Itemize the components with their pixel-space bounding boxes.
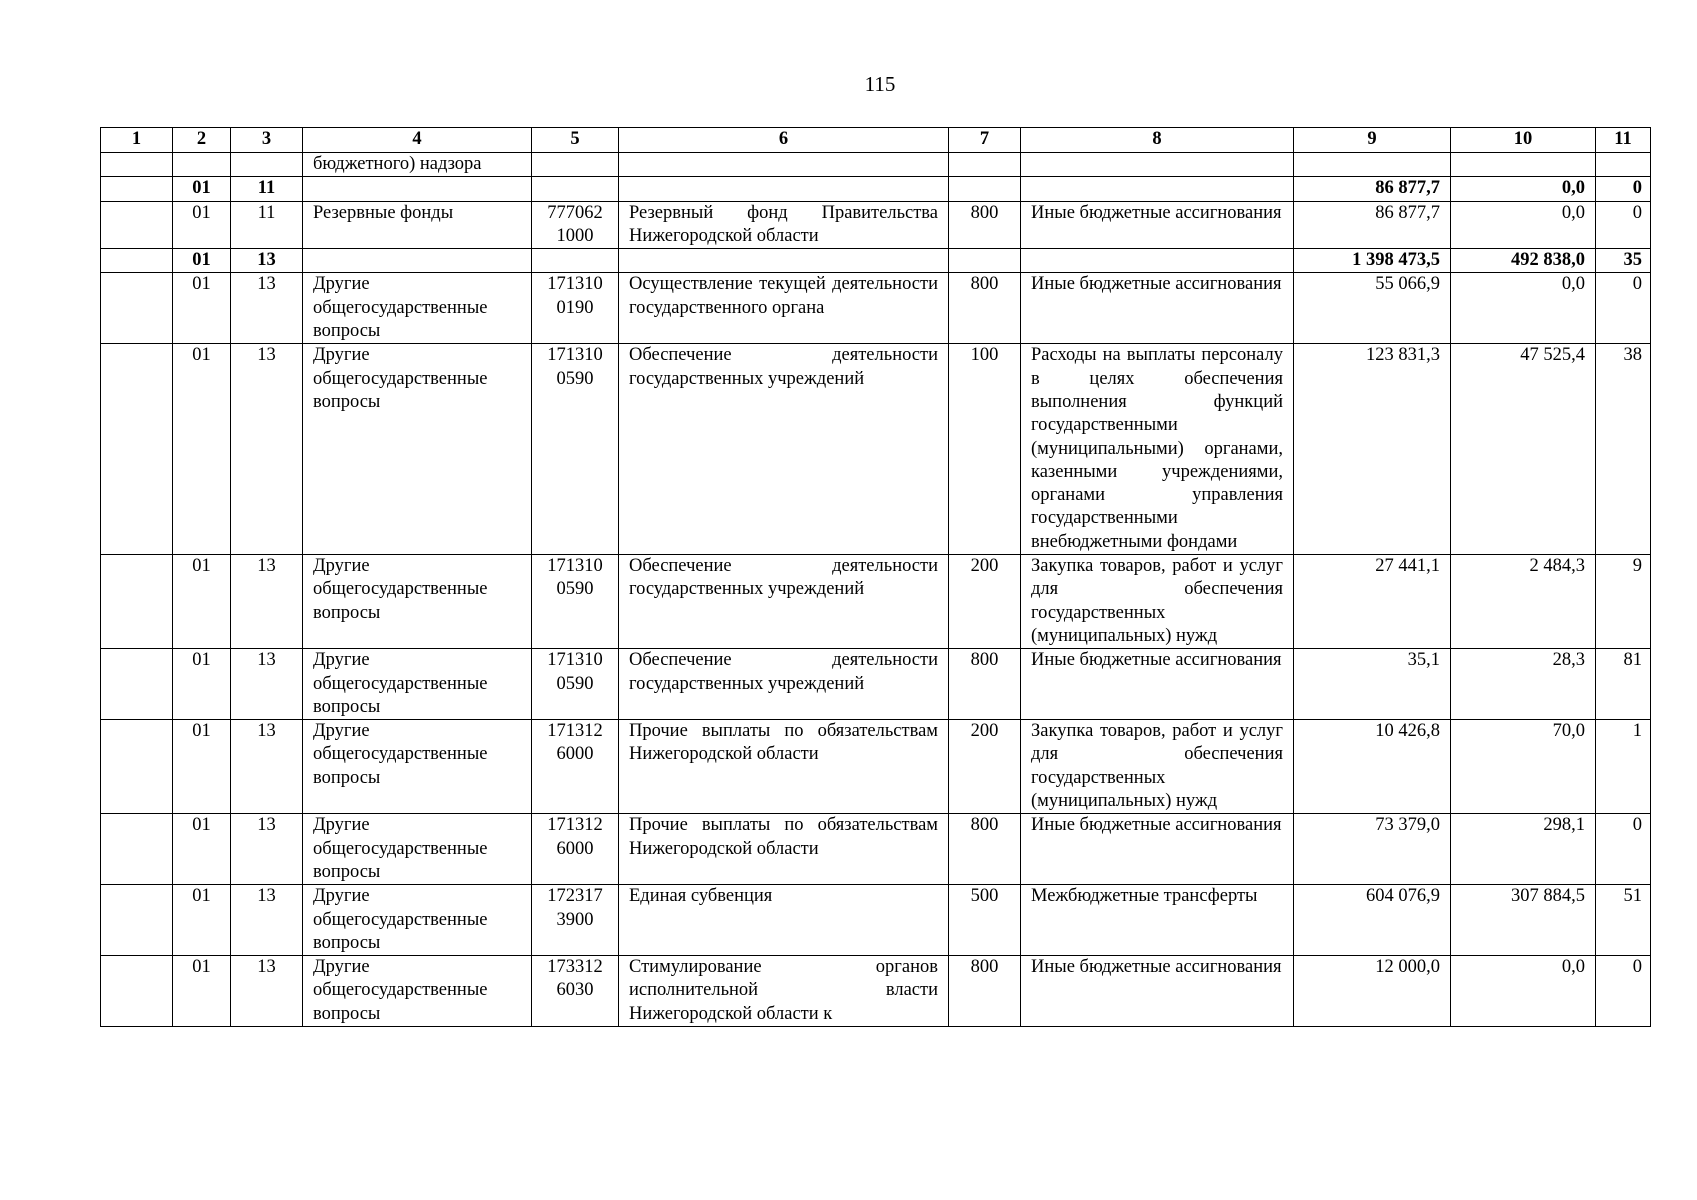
subsection-code-cell: 13 [231, 814, 303, 885]
planned-amount-cell: 1 398 473,5 [1294, 249, 1451, 273]
column-header-10: 10 [1451, 128, 1596, 153]
cell-col-6 [619, 153, 949, 177]
target-article-name-cell: Стимулирование органов исполнительной власти Нижегородской области к [619, 956, 949, 1027]
table-row [101, 720, 1651, 814]
expense-type-name-cell: Иные бюджетные ассигнования [1021, 201, 1294, 249]
section-code-cell: 01 [173, 555, 231, 649]
expense-type-code-cell: 800 [949, 649, 1021, 720]
column-header-8: 8 [1021, 128, 1294, 153]
target-article-name-cell: Обеспечение деятельности государственных учреждений [619, 649, 949, 720]
subsection-name-cell: Другие общегосударственные вопросы [303, 649, 532, 720]
cell-col-1 [101, 153, 173, 177]
subsection-name-cell [303, 177, 532, 201]
execution-percent-cell: 0 [1596, 956, 1651, 1027]
expense-type-code-cell: 100 [949, 344, 1021, 555]
subsection-code-cell: 13 [231, 555, 303, 649]
section-code-cell: 01 [173, 273, 231, 344]
section-code-cell: 01 [173, 720, 231, 814]
row-number-cell [101, 273, 173, 344]
target-article-cell: 172317 3900 [532, 885, 619, 956]
execution-percent-cell: 38 [1596, 344, 1651, 555]
cell-col-7 [949, 153, 1021, 177]
target-article-name-cell: Обеспечение деятельности государственных учреждений [619, 344, 949, 555]
target-article-name-cell: Осуществление текущей деятельности государственного органа [619, 273, 949, 344]
continuation-row [101, 153, 1651, 177]
executed-amount-cell: 28,3 [1451, 649, 1596, 720]
expense-type-code-cell [949, 249, 1021, 273]
planned-amount-cell: 35,1 [1294, 649, 1451, 720]
execution-percent-cell: 51 [1596, 885, 1651, 956]
section-code-cell: 01 [173, 249, 231, 273]
target-article-name-cell [619, 177, 949, 201]
execution-percent-cell: 0 [1596, 273, 1651, 344]
target-article-cell: 171310 0590 [532, 344, 619, 555]
table-row [101, 555, 1651, 649]
expense-type-name-cell: Закупка товаров, работ и услуг для обеспечения государственных (муниципальных) нужд [1021, 720, 1294, 814]
target-article-cell: 171312 6000 [532, 814, 619, 885]
expense-type-code-cell: 500 [949, 885, 1021, 956]
expense-type-code-cell: 800 [949, 201, 1021, 249]
section-code-cell: 01 [173, 885, 231, 956]
subsection-code-cell: 13 [231, 249, 303, 273]
cell-col-3 [231, 153, 303, 177]
table-row [101, 814, 1651, 885]
row-number-cell [101, 720, 173, 814]
section-code-cell: 01 [173, 649, 231, 720]
row-number-cell [101, 555, 173, 649]
subsection-name-cell: Другие общегосударственные вопросы [303, 344, 532, 555]
target-article-name-cell: Резервный фонд Правительства Нижегородской области [619, 201, 949, 249]
subsection-name-cell: Другие общегосударственные вопросы [303, 555, 532, 649]
executed-amount-cell: 0,0 [1451, 273, 1596, 344]
subsection-name-cell: Другие общегосударственные вопросы [303, 720, 532, 814]
expense-type-name-cell: Расходы на выплаты персоналу в целях обеспечения выполнения функций государственными (муниципальными) органами, казенными учреждениями, органами управления государственными внебюджетными фондами [1021, 344, 1294, 555]
planned-amount-cell: 73 379,0 [1294, 814, 1451, 885]
row-number-cell [101, 956, 173, 1027]
target-article-cell: 171310 0590 [532, 555, 619, 649]
executed-amount-cell: 70,0 [1451, 720, 1596, 814]
header-row [101, 128, 1651, 153]
expense-type-name-cell: Иные бюджетные ассигнования [1021, 649, 1294, 720]
target-article-name-cell: Единая субвенция [619, 885, 949, 956]
cell-col-11 [1596, 153, 1651, 177]
expense-type-name-cell: Иные бюджетные ассигнования [1021, 956, 1294, 1027]
execution-percent-cell: 9 [1596, 555, 1651, 649]
executed-amount-cell: 0,0 [1451, 956, 1596, 1027]
column-header-3: 3 [231, 128, 303, 153]
execution-percent-cell: 1 [1596, 720, 1651, 814]
expense-type-code-cell: 200 [949, 555, 1021, 649]
row-number-cell [101, 649, 173, 720]
cell-col-2 [173, 153, 231, 177]
target-article-cell [532, 249, 619, 273]
column-header-7: 7 [949, 128, 1021, 153]
continuation-text: бюджетного) надзора [303, 153, 532, 177]
execution-percent-cell: 0 [1596, 814, 1651, 885]
expense-type-name-cell [1021, 249, 1294, 273]
execution-percent-cell: 0 [1596, 201, 1651, 249]
executed-amount-cell: 2 484,3 [1451, 555, 1596, 649]
executed-amount-cell: 0,0 [1451, 201, 1596, 249]
row-number-cell [101, 201, 173, 249]
target-article-cell [532, 177, 619, 201]
section-code-cell: 01 [173, 177, 231, 201]
planned-amount-cell: 55 066,9 [1294, 273, 1451, 344]
subtotal-row [101, 177, 1651, 201]
expense-type-name-cell: Иные бюджетные ассигнования [1021, 814, 1294, 885]
table-row [101, 273, 1651, 344]
planned-amount-cell: 604 076,9 [1294, 885, 1451, 956]
section-code-cell: 01 [173, 956, 231, 1027]
subsection-name-cell: Резервные фонды [303, 201, 532, 249]
column-header-2: 2 [173, 128, 231, 153]
budget-table [100, 127, 1651, 1027]
target-article-cell: 171312 6000 [532, 720, 619, 814]
target-article-name-cell [619, 249, 949, 273]
table-row [101, 649, 1651, 720]
executed-amount-cell: 492 838,0 [1451, 249, 1596, 273]
column-header-4: 4 [303, 128, 532, 153]
execution-percent-cell: 81 [1596, 649, 1651, 720]
planned-amount-cell: 12 000,0 [1294, 956, 1451, 1027]
section-code-cell: 01 [173, 344, 231, 555]
page-number: 115 [864, 72, 896, 96]
row-number-cell [101, 177, 173, 201]
cell-col-10 [1451, 153, 1596, 177]
subtotal-row [101, 249, 1651, 273]
row-number-cell [101, 344, 173, 555]
expense-type-name-cell: Межбюджетные трансферты [1021, 885, 1294, 956]
target-article-cell: 173312 6030 [532, 956, 619, 1027]
subsection-code-cell: 11 [231, 177, 303, 201]
subsection-code-cell: 13 [231, 885, 303, 956]
planned-amount-cell: 123 831,3 [1294, 344, 1451, 555]
subsection-code-cell: 13 [231, 273, 303, 344]
target-article-cell: 171310 0190 [532, 273, 619, 344]
column-header-6: 6 [619, 128, 949, 153]
target-article-name-cell: Обеспечение деятельности государственных учреждений [619, 555, 949, 649]
expense-type-code-cell: 800 [949, 814, 1021, 885]
column-header-9: 9 [1294, 128, 1451, 153]
subsection-code-cell: 11 [231, 201, 303, 249]
subsection-name-cell: Другие общегосударственные вопросы [303, 273, 532, 344]
subsection-name-cell [303, 249, 532, 273]
executed-amount-cell: 47 525,4 [1451, 344, 1596, 555]
executed-amount-cell: 307 884,5 [1451, 885, 1596, 956]
subsection-code-cell: 13 [231, 720, 303, 814]
subsection-code-cell: 13 [231, 956, 303, 1027]
cell-col-8 [1021, 153, 1294, 177]
table-row [101, 885, 1651, 956]
cell-col-9 [1294, 153, 1451, 177]
planned-amount-cell: 86 877,7 [1294, 177, 1451, 201]
expense-type-code-cell: 800 [949, 273, 1021, 344]
cell-col-5 [532, 153, 619, 177]
section-code-cell: 01 [173, 814, 231, 885]
subsection-name-cell: Другие общегосударственные вопросы [303, 814, 532, 885]
row-number-cell [101, 814, 173, 885]
target-article-cell: 171310 0590 [532, 649, 619, 720]
row-number-cell [101, 885, 173, 956]
subsection-name-cell: Другие общегосударственные вопросы [303, 956, 532, 1027]
column-header-11: 11 [1596, 128, 1651, 153]
row-number-cell [101, 249, 173, 273]
planned-amount-cell: 10 426,8 [1294, 720, 1451, 814]
table-body [101, 153, 1651, 1027]
expense-type-name-cell [1021, 177, 1294, 201]
table-row [101, 201, 1651, 249]
target-article-name-cell: Прочие выплаты по обязательствам Нижегородской области [619, 814, 949, 885]
expense-type-name-cell: Закупка товаров, работ и услуг для обеспечения государственных (муниципальных) нужд [1021, 555, 1294, 649]
executed-amount-cell: 0,0 [1451, 177, 1596, 201]
column-header-5: 5 [532, 128, 619, 153]
expense-type-code-cell: 200 [949, 720, 1021, 814]
table-row [101, 344, 1651, 555]
subsection-code-cell: 13 [231, 649, 303, 720]
subsection-code-cell: 13 [231, 344, 303, 555]
target-article-name-cell: Прочие выплаты по обязательствам Нижегородской области [619, 720, 949, 814]
target-article-cell: 777062 1000 [532, 201, 619, 249]
expense-type-code-cell [949, 177, 1021, 201]
planned-amount-cell: 86 877,7 [1294, 201, 1451, 249]
table-row [101, 956, 1651, 1027]
column-header-1: 1 [101, 128, 173, 153]
planned-amount-cell: 27 441,1 [1294, 555, 1451, 649]
subsection-name-cell: Другие общегосударственные вопросы [303, 885, 532, 956]
expense-type-name-cell: Иные бюджетные ассигнования [1021, 273, 1294, 344]
execution-percent-cell: 0 [1596, 177, 1651, 201]
expense-type-code-cell: 800 [949, 956, 1021, 1027]
execution-percent-cell: 35 [1596, 249, 1651, 273]
section-code-cell: 01 [173, 201, 231, 249]
executed-amount-cell: 298,1 [1451, 814, 1596, 885]
